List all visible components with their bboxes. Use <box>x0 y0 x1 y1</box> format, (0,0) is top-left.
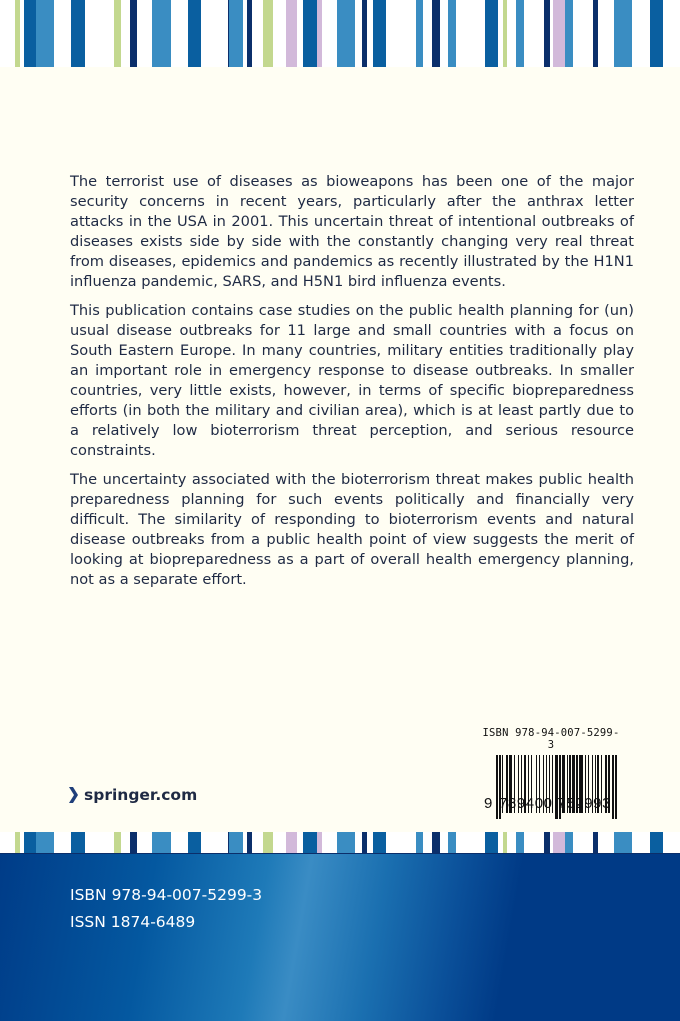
decorative-stripe <box>152 0 171 67</box>
footer-isbn: ISBN 978-94-007-5299-3 <box>70 886 263 904</box>
decorative-stripe <box>317 0 322 67</box>
barcode-first-digit: 9 <box>484 795 493 812</box>
decorative-stripe <box>71 832 85 853</box>
decorative-stripe <box>152 832 171 853</box>
springer-link-text: springer.com <box>84 786 198 804</box>
decorative-stripe <box>263 832 273 853</box>
decorative-stripe <box>373 832 386 853</box>
decorative-stripe <box>15 0 20 67</box>
decorative-stripe <box>286 0 297 67</box>
decorative-stripe <box>317 832 322 853</box>
decorative-stripe <box>565 0 573 67</box>
chevron-right-icon <box>68 787 78 803</box>
decorative-stripe <box>650 832 663 853</box>
decorative-stripe <box>130 0 137 67</box>
decorative-stripe <box>337 832 355 853</box>
decorative-stripe <box>229 832 243 853</box>
decorative-stripe <box>286 832 297 853</box>
isbn-barcode <box>480 727 622 811</box>
decorative-stripe <box>650 0 663 67</box>
decorative-stripe <box>114 832 121 853</box>
decorative-stripe <box>416 832 423 853</box>
decorative-stripe <box>36 832 54 853</box>
decorative-stripe <box>188 0 201 67</box>
decorative-stripe <box>24 0 36 67</box>
decorative-stripe <box>432 0 440 67</box>
bottom-stripe-band <box>0 832 680 853</box>
decorative-stripe <box>503 832 507 853</box>
decorative-stripe <box>614 0 632 67</box>
decorative-stripe <box>114 0 121 67</box>
decorative-stripe <box>303 0 317 67</box>
decorative-stripe <box>188 832 201 853</box>
decorative-stripe <box>247 0 252 67</box>
decorative-stripe <box>432 832 440 853</box>
decorative-stripe <box>614 832 632 853</box>
barcode-isbn-label: ISBN 978-94-007-5299-3 <box>482 727 620 751</box>
decorative-stripe <box>448 832 456 853</box>
decorative-stripe <box>303 832 317 853</box>
blurb-paragraph-1: The terrorist use of diseases as bioweapons has been one of the major security concerns in recent years, particularly after the anthrax letter attacks in the USA in 2001. This uncertain threat of intentional outbreaks of diseases exists side by side with the constantly changing very real threat from diseases, epidemics and pandemics as recently illustrated by the H1N1 influenza pandemic, SARS, and H5N1 bird influenza events. <box>70 173 634 290</box>
blurb-paragraph-3: The uncertainty associated with the bioterrorism threat makes public health preparedness planning for such events politically and financially very difficult. The similarity of responding to bioterrorism events and natural disease outbreaks from a public health point of view suggests the merit of looking at biopreparedness as a part of overall health emergency planning, not as a separate effort. <box>70 471 634 588</box>
decorative-stripe <box>565 832 573 853</box>
footer-issn: ISSN 1874-6489 <box>70 913 196 931</box>
back-cover-blurb <box>70 172 634 599</box>
decorative-stripe <box>71 0 85 67</box>
barcode-digits <box>484 795 618 812</box>
decorative-stripe <box>544 0 550 67</box>
top-stripe-band <box>0 0 680 67</box>
footer-identifiers <box>70 882 262 936</box>
decorative-stripe <box>36 0 54 67</box>
blurb-paragraph-2: This publication contains case studies on the public health planning for (un) usual disease outbreaks for 11 large and small countries with a focus on South Eastern Europe. In many countries, military entities traditionally play an important role in emergency response to disease outbreaks. In smaller countries, very little exists, however, in terms of specific biopreparedness efforts (in both the military and civilian area), which is at least partly due to a relatively low bioterrorism threat perception, and serious resource constraints. <box>70 302 634 459</box>
decorative-stripe <box>544 832 550 853</box>
decorative-stripe <box>130 832 137 853</box>
decorative-stripe <box>24 832 36 853</box>
decorative-stripe <box>362 832 367 853</box>
decorative-stripe <box>337 0 355 67</box>
decorative-stripe <box>593 832 598 853</box>
decorative-stripe <box>263 0 273 67</box>
decorative-stripe <box>593 0 598 67</box>
decorative-stripe <box>485 0 498 67</box>
decorative-stripe <box>416 0 423 67</box>
decorative-stripe <box>516 832 524 853</box>
barcode-number: 789400 752993 <box>498 795 612 812</box>
decorative-stripe <box>362 0 367 67</box>
decorative-stripe <box>485 832 498 853</box>
decorative-stripe <box>15 832 20 853</box>
decorative-stripe <box>553 0 565 67</box>
decorative-stripe <box>553 832 565 853</box>
decorative-stripe <box>448 0 456 67</box>
decorative-stripe <box>503 0 507 67</box>
springer-website-link[interactable] <box>68 786 197 804</box>
decorative-stripe <box>247 832 252 853</box>
decorative-stripe <box>229 0 243 67</box>
footer-band <box>0 853 680 1021</box>
decorative-stripe <box>516 0 524 67</box>
decorative-stripe <box>373 0 386 67</box>
